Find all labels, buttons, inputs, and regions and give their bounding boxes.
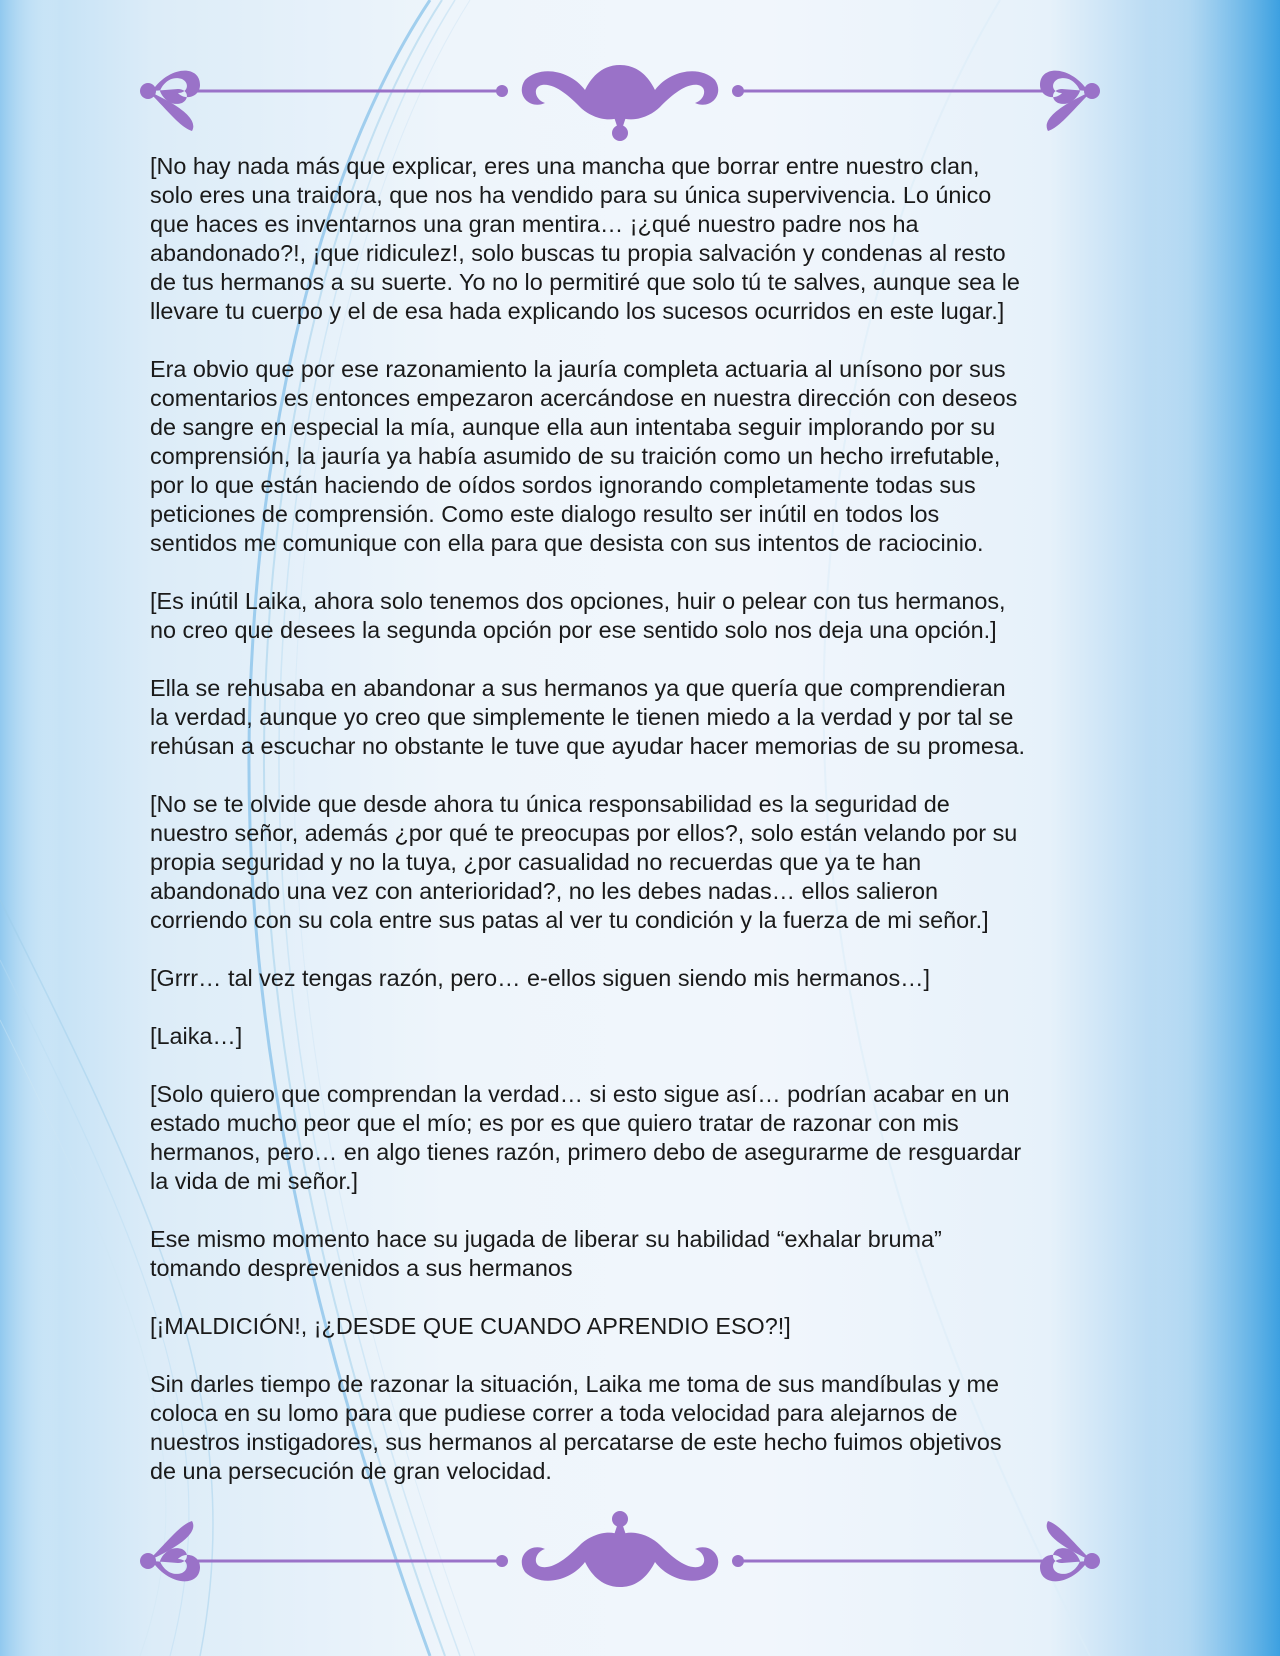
paragraph: Sin darles tiempo de razonar la situación, Laika me toma de sus mandíbulas y me coloca en su lomo para que pudiese correr a toda velocidad para alejarnos de nuestros instigadores, sus hermanos al percatarse de este hecho fuimos objetivos de una persecución de gran velocidad.: [150, 1371, 1002, 1484]
paragraph: [Solo quiero que comprendan la verdad… si esto sigue así… podrían acabar en un estado mucho peor que el mío; es por es que quiero tratar de razonar con mis hermanos, pero… en algo tienes razón, primero debo de asegurarme de resguardar la vida de mi señor.]: [150, 1081, 1022, 1194]
flourish-divider-icon: [130, 1505, 1110, 1605]
paragraph: [¡MALDICIÓN!, ¡¿DESDE QUE CUANDO APRENDIO ESO?!]: [150, 1313, 791, 1339]
paragraph: [Laika…]: [150, 1023, 243, 1049]
paragraph: Era obvio que por ese razonamiento la jauría completa actuaria al unísono por sus comentarios es entonces empezaron acercándose en nuestra dirección con deseos de sangre en especial la mía, aunque ella aun intentaba seguir implorando por su comprensión, la jauría ya había asumido de su traición como un hecho irrefutable, por lo que están haciendo de oídos sordos ignorando completamente todas sus peticiones de comprensión. Como este dialogo resulto ser inútil en todos los sentidos me comunique con ella para que desista con sus intentos de raciocinio.: [150, 356, 1018, 556]
paragraph: Ella se rehusaba en abandonar a sus hermanos ya que quería que comprendieran la verdad, aunque yo creo que simplemente le tienen miedo a la verdad y por tal se rehúsan a escuchar no obstante le tuve que ayudar hacer memorias de su promesa.: [150, 675, 1026, 759]
paragraph: [Es inútil Laika, ahora solo tenemos dos opciones, huir o pelear con tus hermanos, no creo que desees la segunda opción por ese sentido solo nos deja una opción.]: [150, 588, 1006, 643]
paragraph: Ese mismo momento hace su jugada de liberar su habilidad “exhalar bruma” tomando desprevenidos a sus hermanos: [150, 1226, 942, 1281]
document-body: [150, 152, 1100, 1515]
paragraph: [No hay nada más que explicar, eres una mancha que borrar entre nuestro clan, solo eres una traidora, que nos ha vendido para su única supervivencia. Lo único que haces es inventarnos una gran mentira… ¡¿qué nuestro padre nos ha abandonado?!, ¡que ridiculez!, solo buscas tu propia salvación y condenas al resto de tus hermanos a su suerte. Yo no lo permitiré que solo tú te salves, aunque sea le llevare tu cuerpo y el de esa hada explicando los sucesos ocurridos en este lugar.]: [150, 153, 1020, 324]
paragraph: [Grrr… tal vez tengas razón, pero… e-ellos siguen siendo mis hermanos…]: [150, 965, 931, 991]
paragraph: [No se te olvide que desde ahora tu única responsabilidad es la seguridad de nuestro señor, además ¿por qué te preocupas por ellos?, solo están velando por su propia seguridad y no la tuya, ¿por casualidad no recuerdas que ya te han abandonado una vez con anterioridad?, no les debes nadas… ellos salieron corriendo con su cola entre sus patas al ver tu condición y la fuerza de mi señor.]: [150, 791, 1018, 933]
flourish-divider-icon: [130, 45, 1110, 145]
